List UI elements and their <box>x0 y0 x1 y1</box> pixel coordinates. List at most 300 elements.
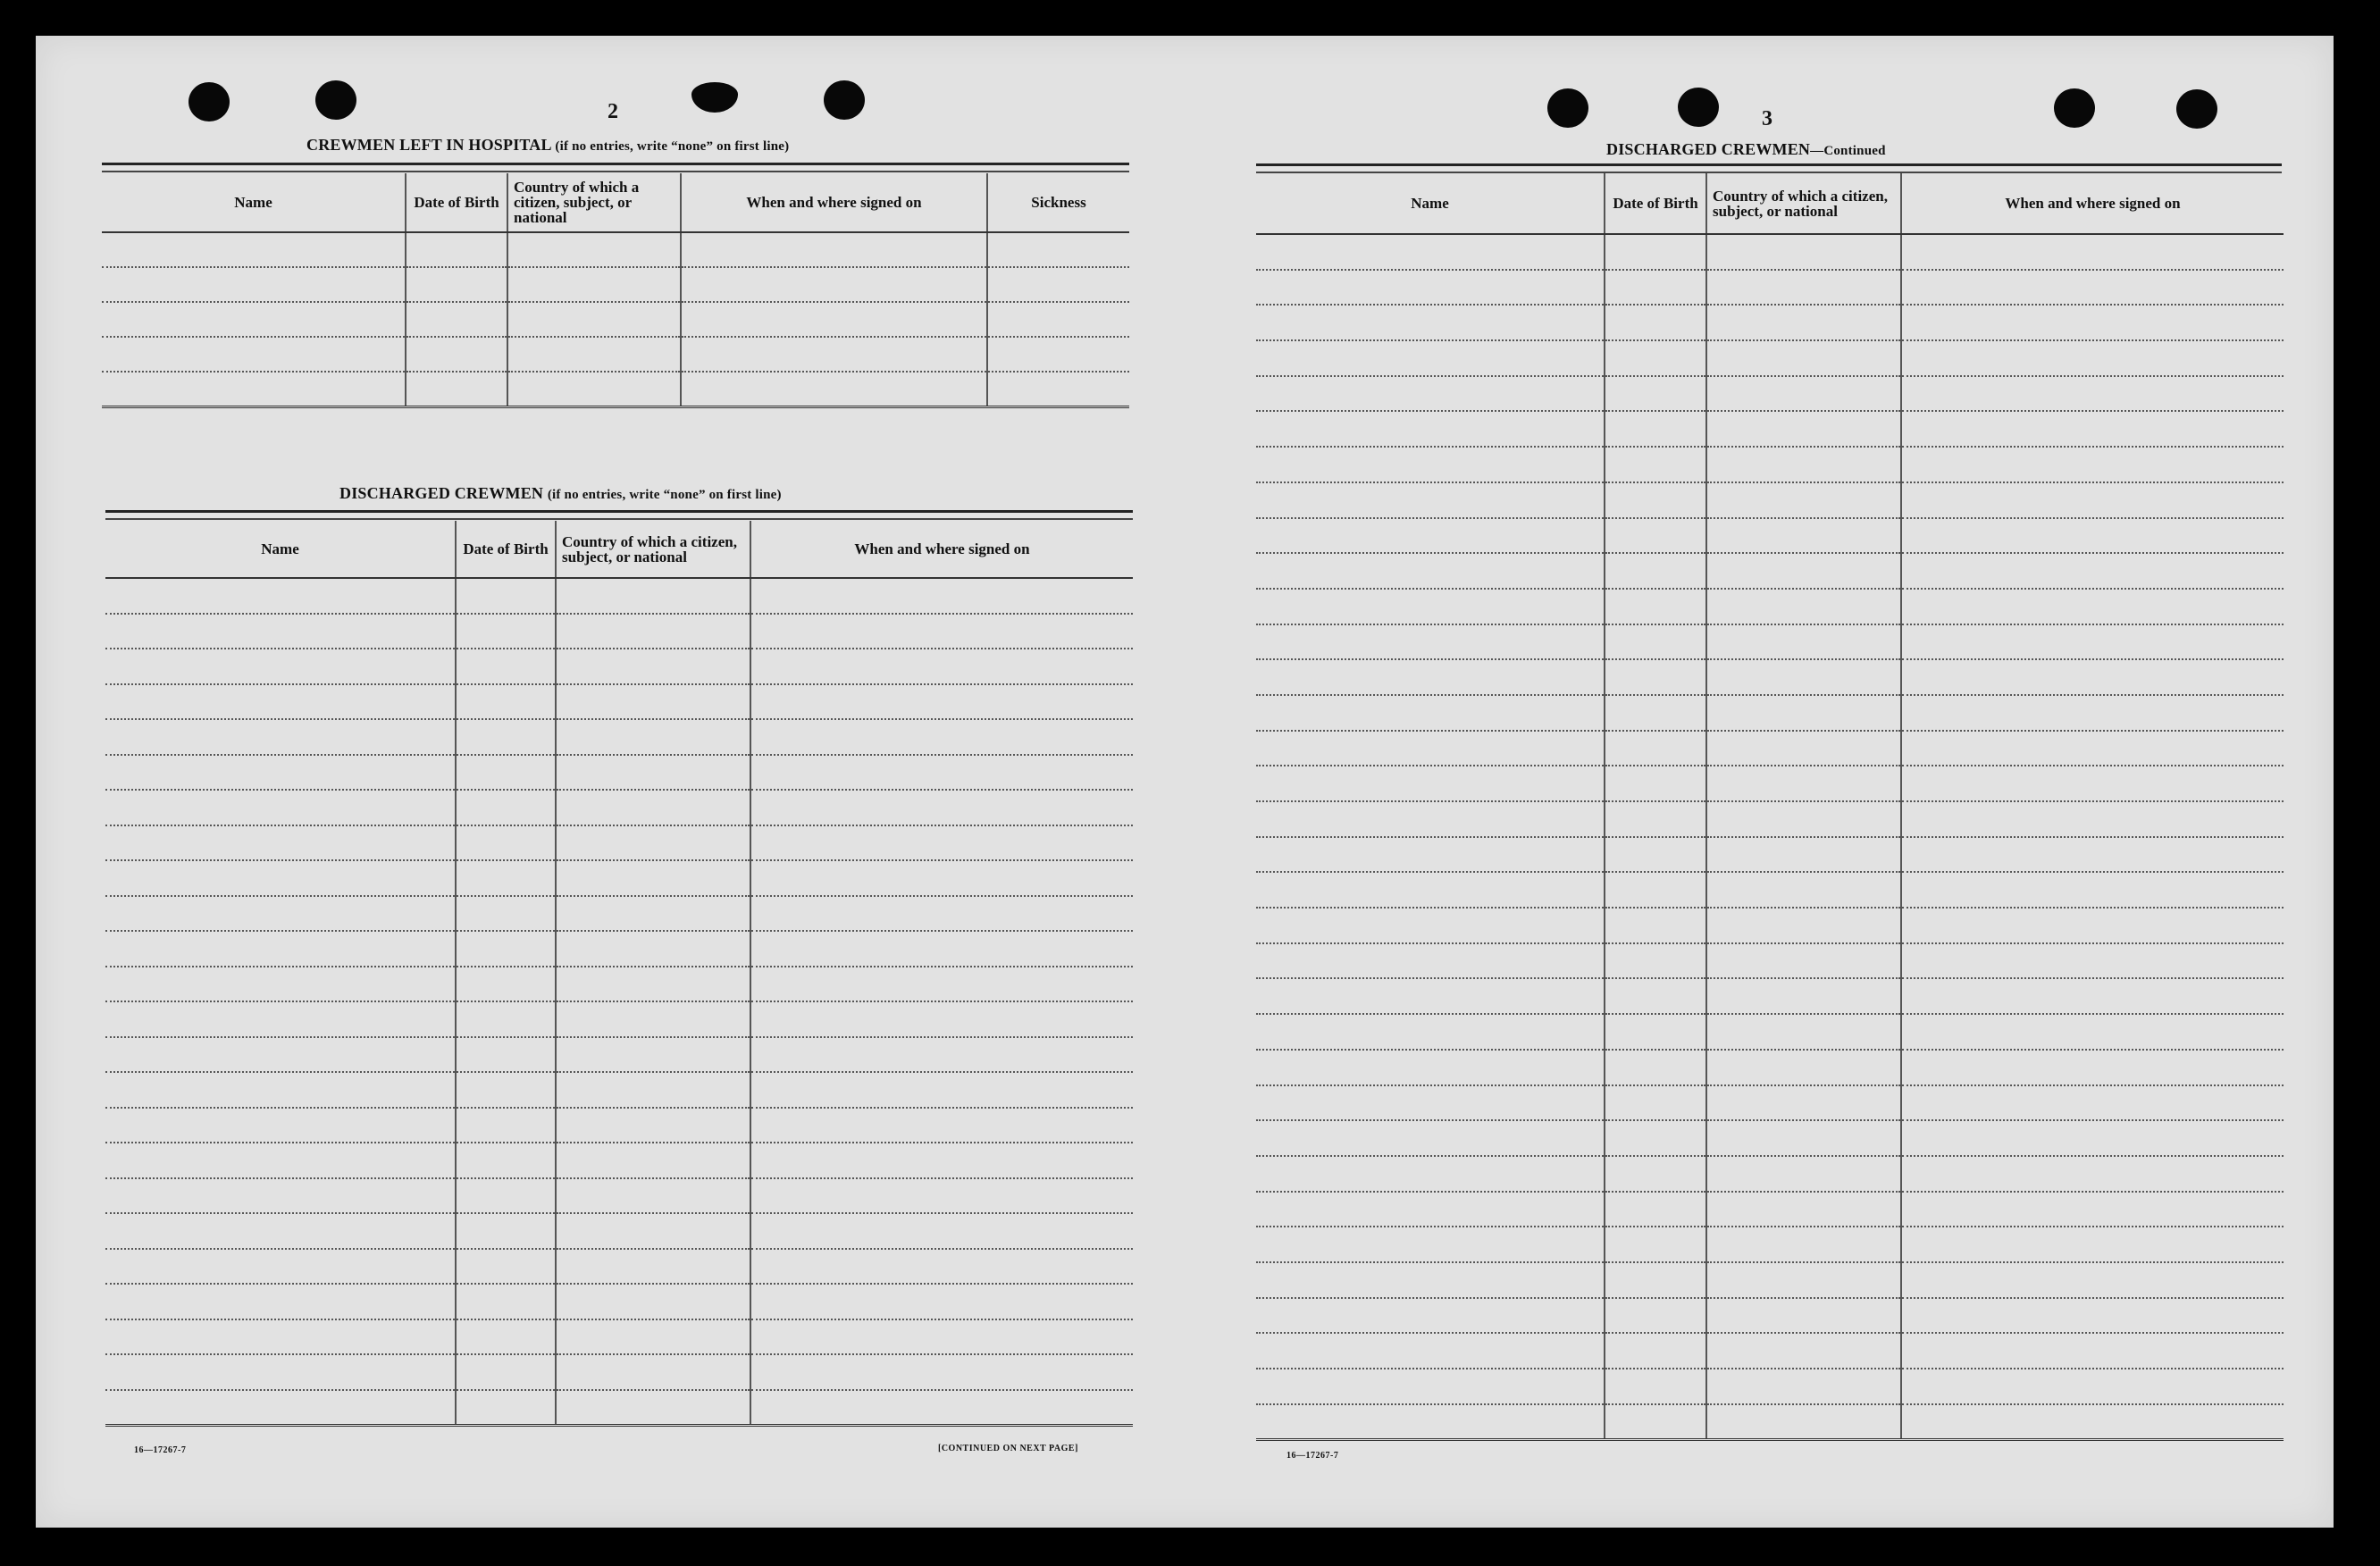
blank-cell[interactable] <box>1256 340 1605 376</box>
blank-cell[interactable] <box>750 1390 1133 1426</box>
blank-cell[interactable] <box>1706 624 1901 660</box>
col-name: Name <box>105 521 456 578</box>
blank-cell[interactable] <box>1706 1404 1901 1440</box>
blank-cell[interactable] <box>987 267 1129 302</box>
blank-cell[interactable] <box>1256 518 1605 554</box>
table-row <box>105 790 1133 825</box>
blank-cell[interactable] <box>406 302 507 337</box>
blank-cell[interactable] <box>750 1284 1133 1319</box>
blank-cell[interactable] <box>1901 1227 2284 1262</box>
blank-cell[interactable] <box>1901 908 2284 943</box>
blank-cell[interactable] <box>1901 624 2284 660</box>
blank-cell[interactable] <box>681 267 987 302</box>
col-date-of-birth: Date of Birth <box>1605 173 1706 234</box>
blank-cell[interactable] <box>1256 837 1605 873</box>
blank-cell[interactable] <box>556 860 750 896</box>
blank-cell[interactable] <box>456 1037 556 1073</box>
blank-cell[interactable] <box>456 967 556 1002</box>
blank-cell[interactable] <box>1706 1120 1901 1156</box>
blank-cell[interactable] <box>1256 234 1605 270</box>
blank-cell[interactable] <box>1605 837 1706 873</box>
blank-cell[interactable] <box>750 684 1133 720</box>
blank-cell[interactable] <box>750 578 1133 614</box>
blank-cell[interactable] <box>1901 411 2284 447</box>
table-row <box>105 1001 1133 1037</box>
blank-cell[interactable] <box>987 302 1129 337</box>
blank-cell[interactable] <box>1256 411 1605 447</box>
blank-cell[interactable] <box>1901 695 2284 731</box>
blank-cell[interactable] <box>1605 234 1706 270</box>
blank-cell[interactable] <box>1256 447 1605 482</box>
blank-cell[interactable] <box>1901 376 2284 412</box>
blank-cell[interactable] <box>556 1178 750 1214</box>
blank-cell[interactable] <box>1706 376 1901 412</box>
blank-cell[interactable] <box>456 684 556 720</box>
table-row <box>1256 1262 2284 1298</box>
blank-cell[interactable] <box>1605 1227 1706 1262</box>
blank-cell[interactable] <box>1256 943 1605 979</box>
blank-cell[interactable] <box>556 1108 750 1143</box>
blank-cell[interactable] <box>456 1143 556 1178</box>
table-row <box>1256 731 2284 766</box>
blank-cell[interactable] <box>556 1037 750 1073</box>
blank-cell[interactable] <box>1706 1192 1901 1227</box>
blank-cell[interactable] <box>456 1178 556 1214</box>
blank-cell[interactable] <box>1706 305 1901 340</box>
blank-cell[interactable] <box>750 1213 1133 1249</box>
table-row <box>105 1249 1133 1285</box>
blank-cell[interactable] <box>556 578 750 614</box>
blank-cell[interactable] <box>1256 731 1605 766</box>
punch-hole <box>2176 89 2217 129</box>
blank-cell[interactable] <box>456 825 556 861</box>
blank-cell[interactable] <box>1706 589 1901 624</box>
blank-cell[interactable] <box>1901 1404 2284 1440</box>
blank-cell[interactable] <box>1901 659 2284 695</box>
blank-cell[interactable] <box>105 755 456 791</box>
blank-cell[interactable] <box>102 267 406 302</box>
blank-cell[interactable] <box>456 578 556 614</box>
page-number-right: 3 <box>1762 107 1772 130</box>
blank-cell[interactable] <box>556 1249 750 1285</box>
blank-cell[interactable] <box>1256 1120 1605 1156</box>
blank-cell[interactable] <box>1256 766 1605 801</box>
blank-cell[interactable] <box>1706 801 1901 837</box>
table-row <box>1256 411 2284 447</box>
blank-cell[interactable] <box>1901 1050 2284 1085</box>
blank-cell[interactable] <box>750 1249 1133 1285</box>
blank-cell[interactable] <box>750 931 1133 967</box>
blank-cell[interactable] <box>1901 978 2284 1014</box>
blank-cell[interactable] <box>556 1284 750 1319</box>
table-row <box>1256 553 2284 589</box>
blank-cell[interactable] <box>105 931 456 967</box>
blank-cell[interactable] <box>1605 589 1706 624</box>
table-row <box>105 1108 1133 1143</box>
blank-cell[interactable] <box>1901 1156 2284 1192</box>
blank-cell[interactable] <box>1605 553 1706 589</box>
blank-cell[interactable] <box>456 896 556 932</box>
blank-cell[interactable] <box>681 337 987 372</box>
blank-cell[interactable] <box>1605 1014 1706 1050</box>
blank-cell[interactable] <box>1256 659 1605 695</box>
blank-cell[interactable] <box>1605 1156 1706 1192</box>
blank-cell[interactable] <box>1706 411 1901 447</box>
blank-cell[interactable] <box>1706 908 1901 943</box>
blank-cell[interactable] <box>1256 1085 1605 1121</box>
blank-cell[interactable] <box>456 1001 556 1037</box>
blank-cell[interactable] <box>1605 1369 1706 1404</box>
blank-cell[interactable] <box>1706 695 1901 731</box>
blank-cell[interactable] <box>1605 1120 1706 1156</box>
blank-cell[interactable] <box>1256 1369 1605 1404</box>
blank-cell[interactable] <box>507 267 681 302</box>
blank-cell[interactable] <box>1256 978 1605 1014</box>
blank-cell[interactable] <box>1706 978 1901 1014</box>
blank-cell[interactable] <box>1706 872 1901 908</box>
blank-cell[interactable] <box>1706 553 1901 589</box>
table-row <box>1256 1298 2284 1334</box>
blank-cell[interactable] <box>456 1249 556 1285</box>
blank-cell[interactable] <box>1605 1262 1706 1298</box>
page-number-left: 2 <box>608 100 618 123</box>
blank-cell[interactable] <box>1901 1369 2284 1404</box>
blank-cell[interactable] <box>556 614 750 649</box>
blank-cell[interactable] <box>1706 1298 1901 1334</box>
blank-cell[interactable] <box>1256 1014 1605 1050</box>
blank-cell[interactable] <box>456 1284 556 1319</box>
blank-cell[interactable] <box>1706 659 1901 695</box>
blank-cell[interactable] <box>1706 731 1901 766</box>
blank-cell[interactable] <box>406 337 507 372</box>
blank-cell[interactable] <box>1605 1050 1706 1085</box>
blank-cell[interactable] <box>987 372 1129 406</box>
blank-cell[interactable] <box>1706 766 1901 801</box>
blank-cell[interactable] <box>105 1284 456 1319</box>
blank-cell[interactable] <box>507 337 681 372</box>
blank-cell[interactable] <box>456 614 556 649</box>
blank-cell[interactable] <box>556 1001 750 1037</box>
blank-cell[interactable] <box>556 1390 750 1426</box>
blank-cell[interactable] <box>105 860 456 896</box>
table-row <box>1256 908 2284 943</box>
blank-cell[interactable] <box>556 967 750 1002</box>
table-row <box>1256 482 2284 518</box>
blank-cell[interactable] <box>1256 695 1605 731</box>
blank-cell[interactable] <box>1605 1333 1706 1369</box>
blank-cell[interactable] <box>1605 447 1706 482</box>
col-name: Name <box>102 173 406 232</box>
blank-cell[interactable] <box>406 232 507 267</box>
discharged-rows-right <box>1256 234 2284 1439</box>
blank-cell[interactable] <box>105 1108 456 1143</box>
blank-cell[interactable] <box>507 372 681 406</box>
blank-cell[interactable] <box>456 1072 556 1108</box>
blank-cell[interactable] <box>1901 837 2284 873</box>
blank-cell[interactable] <box>1901 482 2284 518</box>
table-row <box>1256 447 2284 482</box>
table-row <box>1256 1369 2284 1404</box>
blank-cell[interactable] <box>1605 1085 1706 1121</box>
blank-cell[interactable] <box>750 967 1133 1002</box>
blank-cell[interactable] <box>1901 270 2284 306</box>
blank-cell[interactable] <box>750 1143 1133 1178</box>
blank-cell[interactable] <box>1256 1156 1605 1192</box>
blank-cell[interactable] <box>1706 1014 1901 1050</box>
blank-cell[interactable] <box>105 896 456 932</box>
blank-cell[interactable] <box>1706 1369 1901 1404</box>
blank-cell[interactable] <box>556 931 750 967</box>
blank-cell[interactable] <box>750 755 1133 791</box>
blank-cell[interactable] <box>1605 270 1706 306</box>
blank-cell[interactable] <box>1901 731 2284 766</box>
blank-cell[interactable] <box>456 790 556 825</box>
table-row <box>1256 518 2284 554</box>
blank-cell[interactable] <box>1605 695 1706 731</box>
blank-cell[interactable] <box>1605 943 1706 979</box>
blank-cell[interactable] <box>1706 1050 1901 1085</box>
blank-cell[interactable] <box>556 755 750 791</box>
table-row <box>1256 1156 2284 1192</box>
blank-cell[interactable] <box>987 232 1129 267</box>
blank-cell[interactable] <box>1901 340 2284 376</box>
blank-cell[interactable] <box>105 1001 456 1037</box>
blank-cell[interactable] <box>1256 1404 1605 1440</box>
blank-cell[interactable] <box>1256 1262 1605 1298</box>
blank-cell[interactable] <box>556 1319 750 1355</box>
table-row <box>1256 1404 2284 1440</box>
blank-cell[interactable] <box>987 337 1129 372</box>
blank-cell[interactable] <box>1901 943 2284 979</box>
blank-cell[interactable] <box>456 860 556 896</box>
table-row <box>105 649 1133 684</box>
blank-cell[interactable] <box>750 790 1133 825</box>
blank-cell[interactable] <box>105 1143 456 1178</box>
table-row <box>105 1178 1133 1214</box>
blank-cell[interactable] <box>681 372 987 406</box>
blank-cell[interactable] <box>456 755 556 791</box>
blank-cell[interactable] <box>1706 234 1901 270</box>
table-row <box>105 1319 1133 1355</box>
blank-cell[interactable] <box>456 1108 556 1143</box>
blank-cell[interactable] <box>105 1037 456 1073</box>
blank-cell[interactable] <box>556 1213 750 1249</box>
continued-note: [CONTINUED ON NEXT PAGE] <box>938 1444 1078 1453</box>
blank-cell[interactable] <box>456 1354 556 1390</box>
blank-cell[interactable] <box>105 649 456 684</box>
blank-cell[interactable] <box>1706 837 1901 873</box>
blank-cell[interactable] <box>1901 589 2284 624</box>
blank-cell[interactable] <box>406 267 507 302</box>
blank-cell[interactable] <box>102 372 406 406</box>
blank-cell[interactable] <box>456 1319 556 1355</box>
blank-cell[interactable] <box>750 1319 1133 1355</box>
blank-cell[interactable] <box>1706 482 1901 518</box>
blank-cell[interactable] <box>102 302 406 337</box>
table-row <box>105 1284 1133 1319</box>
table-row <box>105 578 1133 614</box>
blank-cell[interactable] <box>1256 305 1605 340</box>
blank-cell[interactable] <box>105 967 456 1002</box>
blank-cell[interactable] <box>1901 447 2284 482</box>
blank-cell[interactable] <box>105 614 456 649</box>
blank-cell[interactable] <box>556 719 750 755</box>
blank-cell[interactable] <box>1605 1404 1706 1440</box>
blank-cell[interactable] <box>456 1213 556 1249</box>
blank-cell[interactable] <box>1706 270 1901 306</box>
blank-cell[interactable] <box>1706 1262 1901 1298</box>
blank-cell[interactable] <box>556 825 750 861</box>
blank-cell[interactable] <box>1901 1298 2284 1334</box>
blank-cell[interactable] <box>105 578 456 614</box>
blank-cell[interactable] <box>456 1390 556 1426</box>
blank-cell[interactable] <box>681 232 987 267</box>
blank-cell[interactable] <box>1706 518 1901 554</box>
discharged-title-sub: (if no entries, write “none” on first line) <box>547 488 782 502</box>
blank-cell[interactable] <box>1256 1050 1605 1085</box>
blank-cell[interactable] <box>750 896 1133 932</box>
blank-cell[interactable] <box>1901 518 2284 554</box>
hospital-table <box>102 173 1129 408</box>
table-row <box>105 896 1133 932</box>
blank-cell[interactable] <box>1605 1192 1706 1227</box>
blank-cell[interactable] <box>750 860 1133 896</box>
table-row <box>105 1143 1133 1178</box>
blank-cell[interactable] <box>750 1354 1133 1390</box>
blank-cell[interactable] <box>556 649 750 684</box>
blank-cell[interactable] <box>105 684 456 720</box>
blank-cell[interactable] <box>1706 943 1901 979</box>
blank-cell[interactable] <box>105 719 456 755</box>
blank-cell[interactable] <box>1605 731 1706 766</box>
blank-cell[interactable] <box>105 1249 456 1285</box>
col-sickness: Sickness <box>987 173 1129 232</box>
blank-cell[interactable] <box>750 1108 1133 1143</box>
blank-cell[interactable] <box>1256 482 1605 518</box>
blank-cell[interactable] <box>1256 908 1605 943</box>
blank-cell[interactable] <box>1256 624 1605 660</box>
blank-cell[interactable] <box>1256 1333 1605 1369</box>
blank-cell[interactable] <box>105 1319 456 1355</box>
blank-cell[interactable] <box>456 719 556 755</box>
blank-cell[interactable] <box>1256 1192 1605 1227</box>
blank-cell[interactable] <box>105 1178 456 1214</box>
blank-cell[interactable] <box>1605 872 1706 908</box>
blank-cell[interactable] <box>1605 518 1706 554</box>
punch-hole <box>189 82 230 121</box>
blank-cell[interactable] <box>1256 872 1605 908</box>
blank-cell[interactable] <box>105 1072 456 1108</box>
blank-cell[interactable] <box>750 1037 1133 1073</box>
blank-cell[interactable] <box>1901 305 2284 340</box>
blank-cell[interactable] <box>1901 766 2284 801</box>
blank-cell[interactable] <box>1901 1192 2284 1227</box>
blank-cell[interactable] <box>1901 1120 2284 1156</box>
blank-cell[interactable] <box>102 232 406 267</box>
blank-cell[interactable] <box>1256 376 1605 412</box>
blank-cell[interactable] <box>105 1390 456 1426</box>
blank-cell[interactable] <box>1901 872 2284 908</box>
blank-cell[interactable] <box>456 931 556 967</box>
blank-cell[interactable] <box>1605 766 1706 801</box>
blank-cell[interactable] <box>1901 1085 2284 1121</box>
blank-cell[interactable] <box>507 302 681 337</box>
blank-cell[interactable] <box>1901 1333 2284 1369</box>
blank-cell[interactable] <box>1605 908 1706 943</box>
blank-cell[interactable] <box>406 372 507 406</box>
blank-cell[interactable] <box>681 302 987 337</box>
hospital-title-main: CREWMEN LEFT IN HOSPITAL <box>306 136 551 154</box>
blank-cell[interactable] <box>556 790 750 825</box>
blank-cell[interactable] <box>1605 624 1706 660</box>
col-name: Name <box>1256 173 1605 234</box>
blank-cell[interactable] <box>750 1001 1133 1037</box>
blank-cell[interactable] <box>1901 1014 2284 1050</box>
blank-cell[interactable] <box>1605 340 1706 376</box>
blank-cell[interactable] <box>556 1143 750 1178</box>
blank-cell[interactable] <box>750 649 1133 684</box>
blank-cell[interactable] <box>1706 1227 1901 1262</box>
blank-cell[interactable] <box>750 719 1133 755</box>
blank-cell[interactable] <box>1256 1227 1605 1262</box>
blank-cell[interactable] <box>1901 234 2284 270</box>
blank-cell[interactable] <box>1706 340 1901 376</box>
blank-cell[interactable] <box>1605 801 1706 837</box>
blank-cell[interactable] <box>105 1213 456 1249</box>
blank-cell[interactable] <box>1256 270 1605 306</box>
blank-cell[interactable] <box>750 1072 1133 1108</box>
blank-cell[interactable] <box>750 614 1133 649</box>
blank-cell[interactable] <box>1605 482 1706 518</box>
blank-cell[interactable] <box>1605 1298 1706 1334</box>
blank-cell[interactable] <box>556 684 750 720</box>
blank-cell[interactable] <box>1605 305 1706 340</box>
blank-cell[interactable] <box>1706 447 1901 482</box>
blank-cell[interactable] <box>1256 589 1605 624</box>
blank-cell[interactable] <box>1706 1333 1901 1369</box>
blank-cell[interactable] <box>1605 376 1706 412</box>
col-country: Country of which a citizen, subject, or national <box>1706 173 1901 234</box>
blank-cell[interactable] <box>1901 553 2284 589</box>
blank-cell[interactable] <box>1901 801 2284 837</box>
punch-hole <box>2054 88 2095 128</box>
blank-cell[interactable] <box>1605 411 1706 447</box>
blank-cell[interactable] <box>105 1354 456 1390</box>
blank-cell[interactable] <box>750 1178 1133 1214</box>
blank-cell[interactable] <box>556 1354 750 1390</box>
discharged-title-main: DISCHARGED CREWMEN <box>1606 140 1811 158</box>
table-row <box>105 825 1133 861</box>
blank-cell[interactable] <box>1605 659 1706 695</box>
blank-cell[interactable] <box>556 1072 750 1108</box>
blank-cell[interactable] <box>507 232 681 267</box>
blank-cell[interactable] <box>1605 978 1706 1014</box>
blank-cell[interactable] <box>1706 1156 1901 1192</box>
blank-cell[interactable] <box>102 337 406 372</box>
blank-cell[interactable] <box>1706 1085 1901 1121</box>
col-date-of-birth: Date of Birth <box>406 173 507 232</box>
blank-cell[interactable] <box>456 649 556 684</box>
blank-cell[interactable] <box>750 825 1133 861</box>
table-row <box>105 967 1133 1002</box>
blank-cell[interactable] <box>1256 1298 1605 1334</box>
blank-cell[interactable] <box>105 790 456 825</box>
blank-cell[interactable] <box>105 825 456 861</box>
blank-cell[interactable] <box>1256 801 1605 837</box>
blank-cell[interactable] <box>556 896 750 932</box>
blank-cell[interactable] <box>1901 1262 2284 1298</box>
blank-cell[interactable] <box>1256 553 1605 589</box>
